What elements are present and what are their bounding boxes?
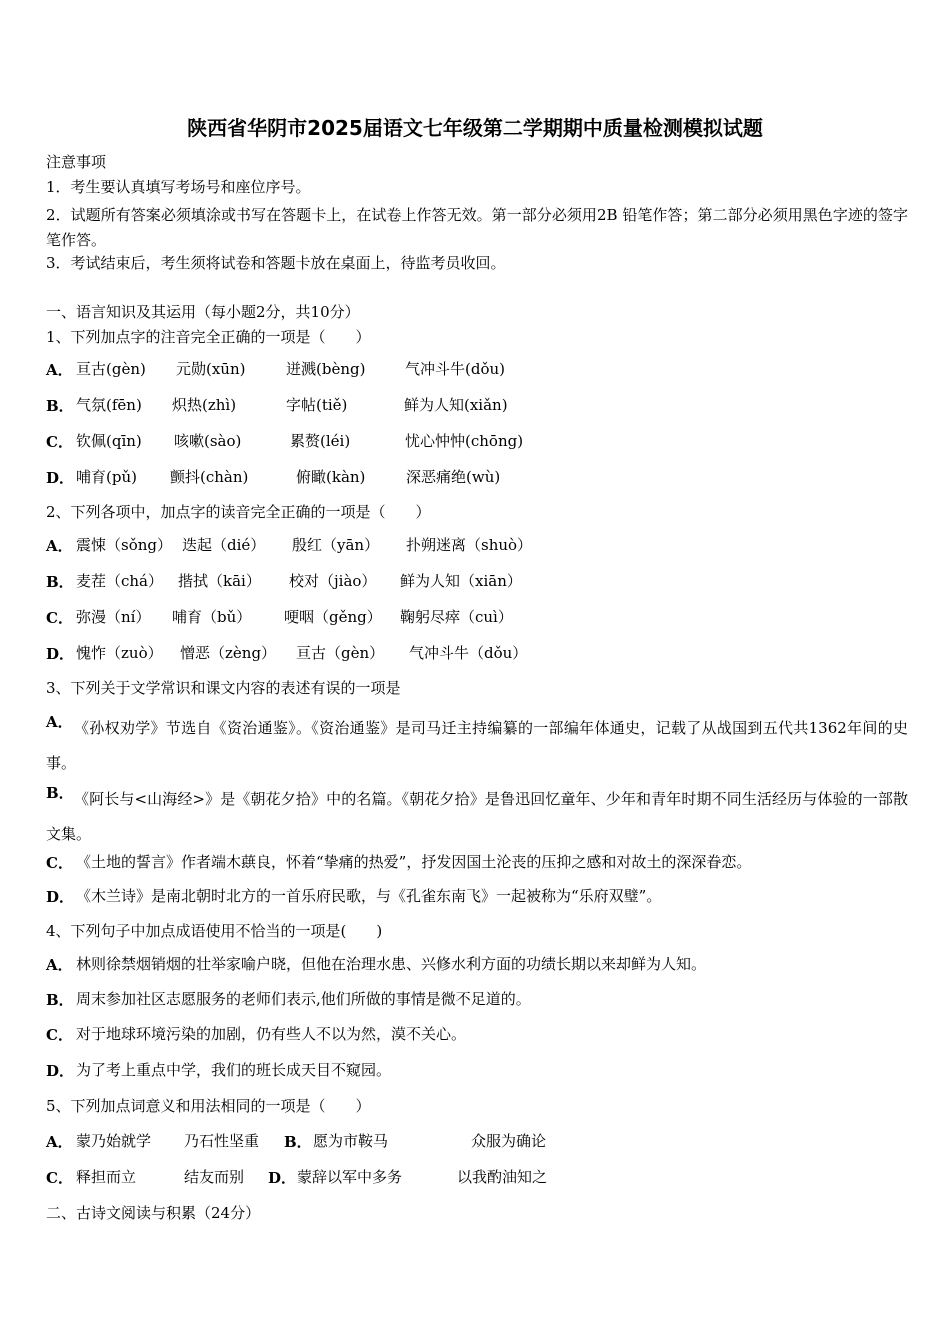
option-word: 迭起（dié） — [182, 536, 266, 554]
option-word: 弥漫（ní） — [76, 608, 151, 626]
option-label: C． — [46, 609, 73, 627]
option-word: 结友而别 — [184, 1168, 245, 1186]
option-label: A． — [46, 956, 73, 974]
option-text: 《阿长与<山海经>》是《朝花夕拾》中的名篇。《朝花夕拾》是鲁迅回忆童年、少年和青年时期不同生活经历与体验的一部散文集。 — [46, 790, 908, 843]
option-word: 憎恶（zèng） — [180, 644, 277, 662]
option-word: 咳嗽(sào) — [174, 432, 242, 450]
option-word: 元勋(xūn) — [176, 360, 246, 378]
option-word: 字帖(tiě) — [286, 396, 348, 414]
question-stem: 5、下列加点词意义和用法相同的一项是（ ） — [46, 1097, 371, 1115]
option-text: 周末参加社区志愿服务的老师们表示,他们所做的事情是微不足道的。 — [76, 990, 531, 1008]
option-word: 哺育（bǔ） — [172, 608, 252, 626]
option-word: 深恶痛绝(wù) — [406, 468, 501, 486]
option-word: 亘古(gèn) — [76, 360, 146, 378]
option-label: A． — [46, 713, 73, 731]
option-word: 累赘(léi) — [290, 432, 351, 450]
option-label: B． — [46, 991, 74, 1009]
option-text: 林则徐禁烟销烟的壮举家喻户晓，但他在治理水患、兴修水利方面的功绩长期以来却鲜为人知。 — [76, 955, 707, 973]
option-word: 愧怍（zuò） — [76, 644, 163, 662]
option-word: 蒙辞以军中多务 — [297, 1168, 403, 1186]
option-word: 愿为市鞍马 — [313, 1132, 389, 1150]
option-label: B． — [284, 1133, 312, 1151]
question-stem: 1、下列加点字的注音完全正确的一项是（ ） — [46, 328, 371, 346]
option-label: D． — [46, 1062, 75, 1080]
option-text: 《土地的誓言》作者端木蕻良，怀着“挚痛的热爱”，抒发因国土沦丧的压抑之感和对故土的深深眷恋。 — [76, 853, 752, 871]
option-word: 校对（jiào） — [289, 572, 377, 590]
option-text: 《木兰诗》是南北朝时北方的一首乐府民歌，与《孔雀东南飞》一起被称为“乐府双璧”。 — [76, 887, 662, 905]
option-word: 众服为确论 — [471, 1132, 547, 1150]
section-heading: 二、古诗文阅读与积累（24分） — [46, 1204, 261, 1222]
section-heading: 一、语言知识及其运用（每小题2分，共10分） — [46, 303, 360, 321]
option-label: B． — [46, 784, 74, 802]
option-label: D． — [46, 888, 75, 906]
option-text: 为了考上重点中学，我们的班长成天目不窥园。 — [76, 1061, 392, 1079]
option-label: C． — [46, 433, 73, 451]
option-word: 蒙乃始就学 — [76, 1132, 152, 1150]
notice-item: 1．考生要认真填写考场号和座位序号。 — [46, 178, 311, 196]
option-word: 气冲斗牛(dǒu) — [405, 360, 505, 378]
option-word: 气氛(fēn) — [76, 396, 142, 414]
option-word: 忧心忡忡(chōng) — [405, 432, 524, 450]
option-word: 鲜为人知(xiǎn) — [404, 396, 508, 414]
option-label: A． — [46, 537, 73, 555]
option-word: 亘古（gèn） — [296, 644, 385, 662]
option-word: 震悚（sǒng） — [76, 536, 172, 554]
option-word: 俯瞰(kàn) — [296, 468, 366, 486]
option-label: B． — [46, 573, 74, 591]
option-word: 炽热(zhì) — [172, 396, 237, 414]
option-label: D． — [46, 645, 75, 663]
option-label: D． — [46, 469, 75, 487]
question-stem: 2、下列各项中，加点字的读音完全正确的一项是（ ） — [46, 503, 431, 521]
option-word: 气冲斗牛（dǒu） — [409, 644, 528, 662]
option-word: 释担而立 — [76, 1168, 137, 1186]
option-label: D． — [268, 1169, 297, 1187]
option-text: 对于地球环境污染的加剧，仍有些人不以为然，漠不关心。 — [76, 1025, 467, 1043]
option-label: A． — [46, 361, 73, 379]
option-word: 哺育(pǔ) — [76, 468, 137, 486]
option-word: 扑朔迷离（shuò） — [406, 536, 533, 554]
option-text: 《孙权劝学》节选自《资治通鉴》。《资治通鉴》是司马迁主持编纂的一部编年体通史，记载了从战国到五代共1362年间的史事。 — [46, 719, 908, 772]
option-word: 钦佩(qīn) — [76, 432, 142, 450]
option-label: B． — [46, 397, 74, 415]
option-word: 哽咽（gěng） — [284, 608, 382, 626]
option-word: 以我酌油知之 — [457, 1168, 548, 1186]
question-stem: 4、下列句子中加点成语使用不恰当的一项是( ) — [46, 922, 383, 940]
option-word: 揩拭（kāi） — [178, 572, 261, 590]
notice-item: 3．考试结束后，考生须将试卷和答题卡放在桌面上，待监考员收回。 — [46, 254, 506, 272]
option-word: 殷红（yān） — [292, 536, 380, 554]
option-word: 鞠躬尽瘁（cuì） — [400, 608, 513, 626]
option-word: 迸溅(bèng) — [286, 360, 366, 378]
option-word: 乃石性坚重 — [184, 1132, 260, 1150]
option-label: C． — [46, 1026, 73, 1044]
option-label: C． — [46, 1169, 73, 1187]
option-label: C． — [46, 854, 73, 872]
question-stem: 3、下列关于文学常识和课文内容的表述有误的一项是 — [46, 679, 401, 697]
page-title: 陕西省华阴市2025届语文七年级第二学期期中质量检测模拟试题 — [187, 116, 763, 140]
option-word: 鲜为人知（xiān） — [400, 572, 522, 590]
option-word: 颤抖(chàn) — [170, 468, 249, 486]
option-word: 麦茬（chá） — [76, 572, 164, 590]
option-label: A． — [46, 1133, 73, 1151]
notice-heading: 注意事项 — [46, 153, 107, 171]
notice-item: 2．试题所有答案必须填涂或书写在答题卡上，在试卷上作答无效。第一部分必须用2B 铅笔作答；第二部分必须用黑色字迹的签字笔作答。 — [46, 206, 908, 249]
